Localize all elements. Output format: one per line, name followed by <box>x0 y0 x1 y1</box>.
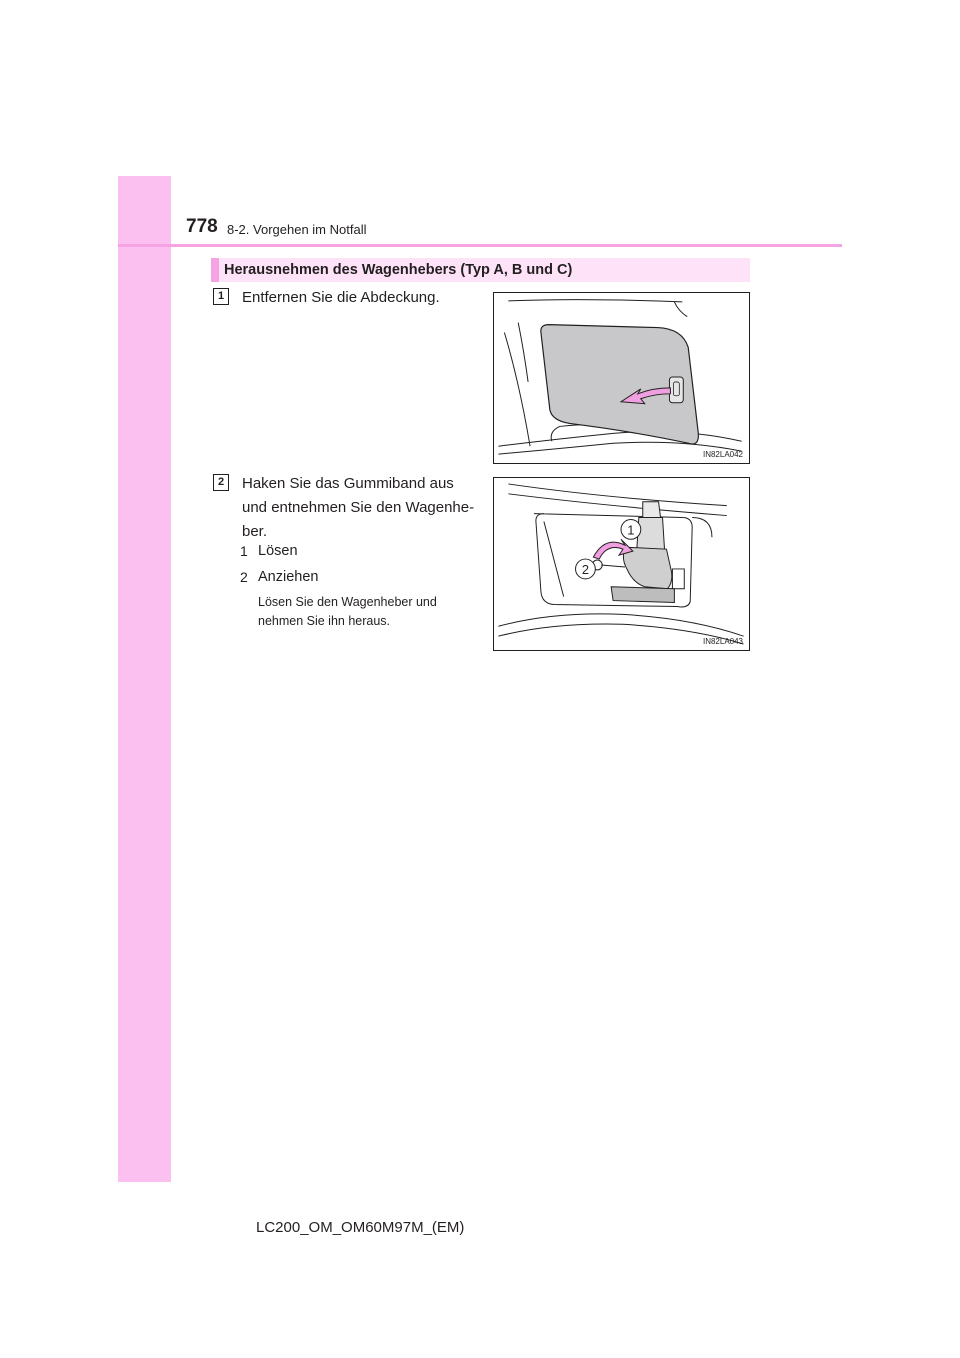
section-title: Herausnehmen des Wagenhebers (Typ A, B und C) <box>224 262 573 278</box>
step-number-2: 2 <box>213 474 229 491</box>
sub-item-number-2: 2 <box>240 569 248 585</box>
step-2-line-1: Haken Sie das Gummiband aus <box>242 475 454 492</box>
sub-item-label-loosen: Lösen <box>258 543 298 559</box>
figure-code-2: IN82LA043 <box>702 637 743 646</box>
sub-item-label-tighten: Anziehen <box>258 569 319 585</box>
note-line-2: nehmen Sie ihn heraus. <box>258 614 391 628</box>
step-2-line-3: ber. <box>242 523 268 540</box>
note-line-1: Lösen Sie den Wagenheber und <box>258 595 437 609</box>
jack-illustration <box>494 478 749 650</box>
chapter-title: 8-2. Vorgehen im Notfall <box>227 222 367 237</box>
header-divider <box>118 244 842 247</box>
callout-label-2: 2 <box>581 561 589 577</box>
step-1-text: Entfernen Sie die Abdeckung. <box>242 289 440 306</box>
side-tab-band <box>118 176 171 1182</box>
sub-item-number-1: 1 <box>240 543 248 559</box>
cover-latch <box>669 377 683 403</box>
step-2-line-2: und entnehmen Sie den Wagenhe- <box>242 499 475 516</box>
callout-label-1: 1 <box>627 522 635 538</box>
figure-code-1: IN82LA042 <box>702 450 743 459</box>
figure-cover-removal <box>493 292 750 464</box>
figure-jack-removal <box>493 477 750 651</box>
footer-document-id: LC200_OM_OM60M97M_(EM) <box>256 1219 465 1236</box>
page-number: 778 <box>186 216 218 237</box>
cover-illustration <box>494 293 749 463</box>
step-number-1: 1 <box>213 288 229 305</box>
